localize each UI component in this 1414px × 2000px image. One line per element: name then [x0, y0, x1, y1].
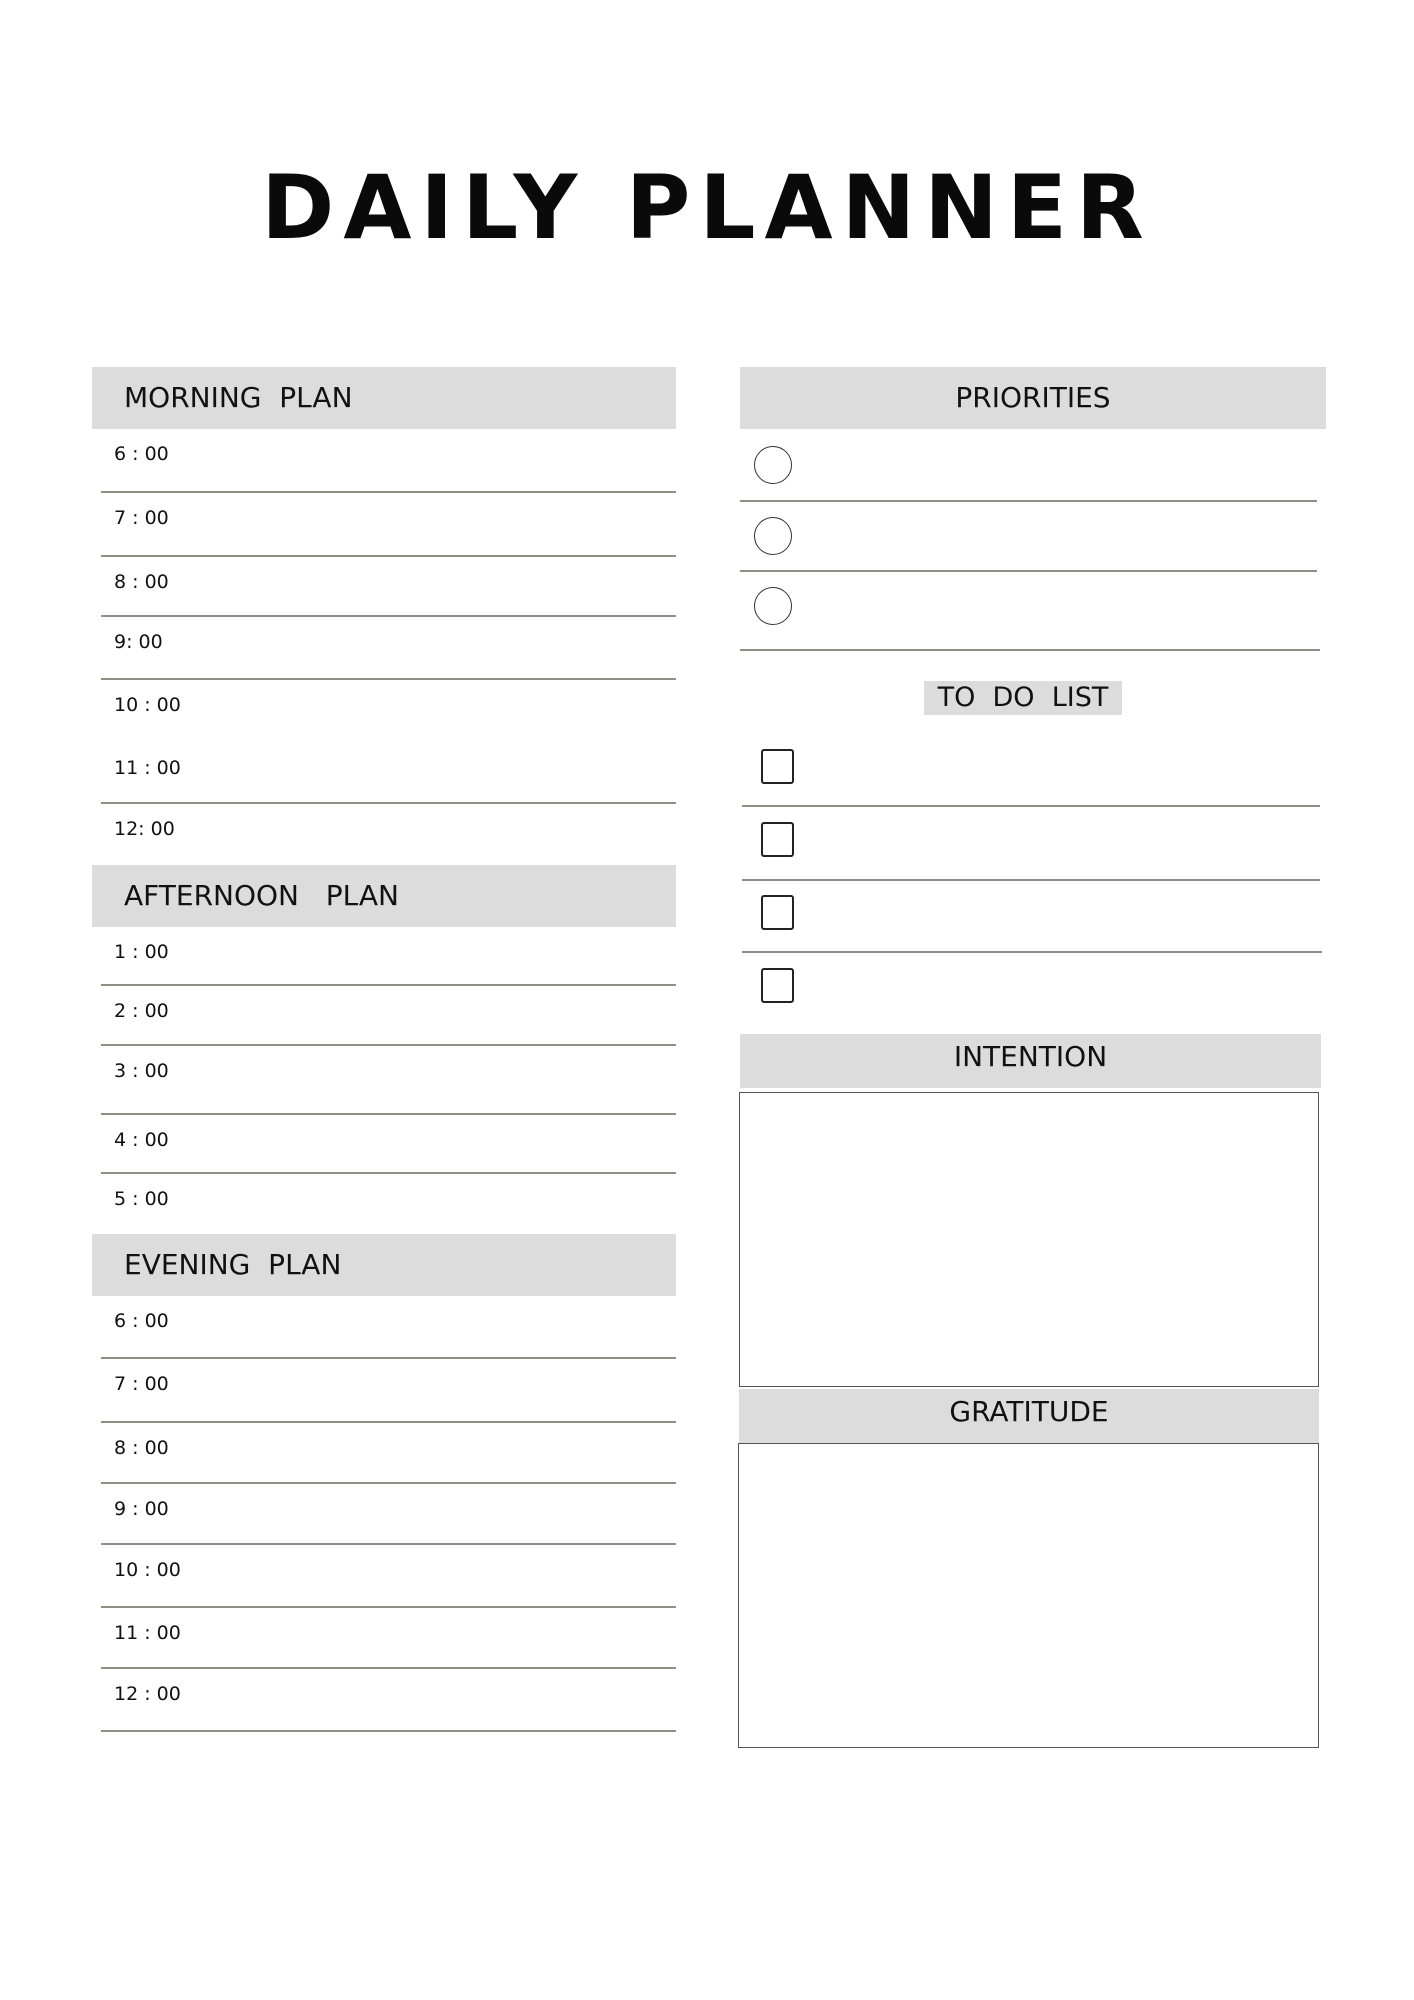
priority-line[interactable] — [740, 500, 1317, 502]
time-label: 10 : 00 — [114, 694, 181, 716]
time-label: 12 : 00 — [114, 1683, 181, 1705]
priority-line[interactable] — [740, 649, 1320, 651]
page-title: DAILY PLANNER — [261, 156, 1153, 259]
morning-plan-header: MORNING PLAN — [92, 367, 676, 429]
time-slot[interactable] — [101, 1046, 676, 1115]
intention-header: INTENTION — [740, 1034, 1321, 1088]
time-slot[interactable] — [101, 1174, 676, 1234]
time-slot[interactable] — [101, 1484, 676, 1545]
todo-line[interactable] — [742, 951, 1322, 953]
time-label: 7 : 00 — [114, 507, 169, 529]
time-slot[interactable] — [101, 680, 676, 743]
todo-list-header: TO DO LIST — [924, 681, 1122, 715]
time-label: 10 : 00 — [114, 1559, 181, 1581]
time-label: 9 : 00 — [114, 1498, 169, 1520]
priorities-header: PRIORITIES — [740, 367, 1326, 429]
time-label: 6 : 00 — [114, 443, 169, 465]
time-label: 2 : 00 — [114, 1000, 169, 1022]
time-slot[interactable] — [101, 1545, 676, 1608]
time-slot[interactable] — [101, 1359, 676, 1423]
evening-plan-header: EVENING PLAN — [92, 1234, 676, 1296]
time-slot[interactable] — [101, 1296, 676, 1359]
priority-line[interactable] — [740, 570, 1317, 572]
gratitude-box[interactable] — [738, 1443, 1319, 1748]
intention-box[interactable] — [739, 1092, 1319, 1387]
todo-line[interactable] — [742, 879, 1320, 881]
time-slot[interactable] — [101, 1423, 676, 1484]
todo-checkbox-icon[interactable] — [761, 822, 794, 857]
gratitude-header: GRATITUDE — [739, 1389, 1319, 1443]
time-label: 11 : 00 — [114, 757, 181, 779]
priority-circle-icon[interactable] — [754, 446, 792, 484]
time-label: 12: 00 — [114, 818, 175, 840]
time-slot[interactable] — [101, 1115, 676, 1174]
afternoon-plan-header: AFTERNOON PLAN — [92, 865, 676, 927]
time-label: 7 : 00 — [114, 1373, 169, 1395]
time-label: 4 : 00 — [114, 1129, 169, 1151]
time-slot[interactable] — [101, 1608, 676, 1669]
todo-checkbox-icon[interactable] — [761, 749, 794, 784]
time-label: 8 : 00 — [114, 1437, 169, 1459]
time-slot[interactable] — [101, 493, 676, 557]
priority-circle-icon[interactable] — [754, 587, 792, 625]
time-slot[interactable] — [101, 429, 676, 493]
time-label: 8 : 00 — [114, 571, 169, 593]
time-label: 5 : 00 — [114, 1188, 169, 1210]
time-slot[interactable] — [101, 743, 676, 804]
time-slot[interactable] — [101, 986, 676, 1046]
time-slot[interactable] — [101, 927, 676, 986]
todo-checkbox-icon[interactable] — [761, 968, 794, 1003]
time-slot[interactable] — [101, 1669, 676, 1732]
time-slot[interactable] — [101, 557, 676, 617]
time-label: 11 : 00 — [114, 1622, 181, 1644]
time-label: 9: 00 — [114, 631, 163, 653]
time-label: 1 : 00 — [114, 941, 169, 963]
time-slot[interactable] — [101, 617, 676, 680]
time-slot[interactable] — [101, 804, 676, 865]
todo-line[interactable] — [742, 805, 1320, 807]
time-label: 6 : 00 — [114, 1310, 169, 1332]
priority-circle-icon[interactable] — [754, 517, 792, 555]
time-label: 3 : 00 — [114, 1060, 169, 1082]
todo-checkbox-icon[interactable] — [761, 895, 794, 930]
